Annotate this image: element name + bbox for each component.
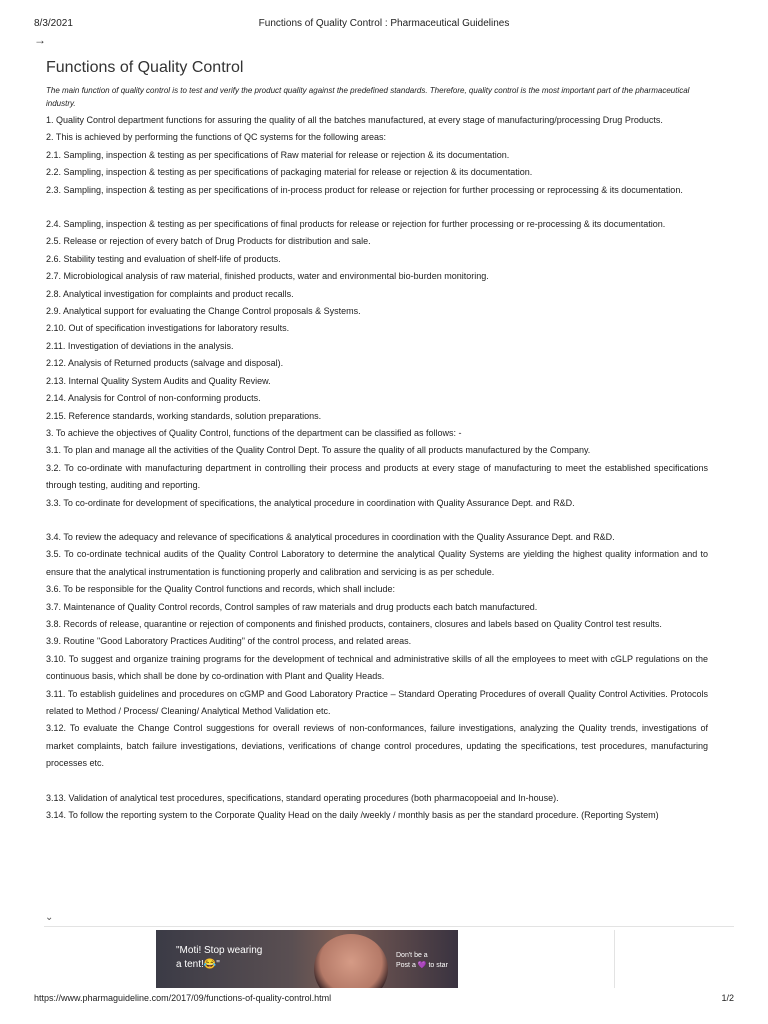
article-intro: The main function of quality control is to test and verify the product quality against the predefined standards. Therefore, quality control is the most important part of the pharmaceutical industry.	[46, 86, 690, 108]
list-item: 3.10. To suggest and organize training programs for the development of technical and administrative skills of all the employees to meet with cGLP regulations on the continuous basis, which shall be done by co-ordination with Plant and Quality Heads.	[46, 653, 708, 682]
ad-caption-right	[396, 951, 448, 971]
list-item: 3.11. To establish guidelines and procedures on cGMP and Good Laboratory Practice – Standard Operating Procedures of overall Quality Control Activities. Protocols related to Method / Process/ Cleaning/ Analytical Method Validation etc.	[46, 688, 708, 716]
divider	[614, 930, 615, 988]
list-item: 3.14. To follow the reporting system to the Corporate Quality Head on the daily /weekly / monthly basis as per the standard procedure. (Reporting System)	[46, 810, 659, 821]
list-item: 2.6. Stability testing and evaluation of shelf-life of products.	[46, 253, 281, 264]
list-item: 2.1. Sampling, inspection & testing as per specifications of Raw material for release or rejection & its documentation.	[46, 149, 510, 160]
list-item: 3.8. Records of release, quarantine or rejection of components and finished products, containers, closures and labels based on Quality Control test results.	[46, 618, 662, 629]
list-item: 2.7. Microbiological analysis of raw material, finished products, water and environmental bio-burden monitoring.	[46, 271, 489, 282]
advertisement-banner[interactable]	[156, 930, 458, 988]
list-item: 2.15. Reference standards, working standards, solution preparations.	[46, 410, 322, 421]
list-item: 2. This is achieved by performing the functions of QC systems for the following areas:	[46, 132, 386, 143]
list-item: 3.12. To evaluate the Change Control suggestions for overall reviews of non-conformances, failure investigations, analyzing the Quality trends, investigations of market complaints, batch failure investigations, deviations, verifications of change control procedures, updating the specifications, test procedures, manufacturing processes etc.	[46, 723, 708, 769]
ad-caption-left	[176, 944, 262, 972]
ad-image	[314, 934, 388, 988]
list-item: 3.5. To co-ordinate technical audits of the Quality Control Laboratory to determine the analytical Quality Systems are yielding the highest quality information and to ensure that the analytical instrumentation is functioning properly and calibration and servicing is as per schedule.	[46, 549, 708, 577]
list-item: 2.4. Sampling, inspection & testing as per specifications of final products for release or rejection for further processing or re-processing & its documentation.	[46, 219, 666, 230]
print-page-title: Functions of Quality Control : Pharmaceutical Guidelines	[258, 18, 510, 29]
list-item: 3.13. Validation of analytical test procedures, specifications, standard operating procedures (both pharmacopoeial and In-house).	[46, 792, 559, 803]
list-item: 3.2. To co-ordinate with manufacturing department in controlling their process and products at every stage of manufacturing to meet the established specifications through testing, auditing and reporting.	[46, 462, 708, 491]
list-item: 2.8. Analytical investigation for complaints and product recalls.	[46, 288, 294, 299]
chevron-down-icon[interactable]: ⌄	[45, 912, 54, 923]
divider	[44, 926, 734, 927]
article-title: Functions of Quality Control	[46, 59, 244, 76]
list-item: 2.12. Analysis of Returned products (salvage and disposal).	[46, 358, 284, 369]
list-item: 3.3. To co-ordinate for development of specifications, the analytical procedure in coordination with Quality Assurance Dept. and R&D.	[46, 497, 575, 508]
list-item: 2.9. Analytical support for evaluating the Change Control proposals & Systems.	[46, 306, 361, 317]
list-item: 2.11. Investigation of deviations in the analysis.	[46, 340, 234, 351]
article-body	[46, 112, 708, 824]
ad-caption-line: Don't be a	[396, 952, 428, 959]
list-item: 3.7. Maintenance of Quality Control records, Control samples of raw materials and drug products each batch manufactured.	[46, 601, 538, 612]
page-url: https://www.pharmaguideline.com/2017/09/functions-of-quality-control.html	[34, 993, 332, 1003]
list-item: 3. To achieve the objectives of Quality Control, functions of the department can be classified as follows: -	[46, 427, 462, 438]
list-item: 3.9. Routine "Good Laboratory Practices Auditing" of the control process, and related areas.	[46, 636, 412, 647]
list-item: 1. Quality Control department functions for assuring the quality of all the batches manufactured, at every stage of manufacturing/processing Drug Products.	[46, 115, 663, 125]
list-item: 3.4. To review the adequacy and relevance of specifications & analytical procedures in coordination with the Quality Assurance Dept. and R&D.	[46, 531, 615, 542]
list-item: 2.3. Sampling, inspection & testing as per specifications of in-process product for release or rejection for further processing or reprocessing & its documentation.	[46, 184, 683, 195]
list-item: 2.10. Out of specification investigations for laboratory results.	[46, 323, 290, 334]
print-date: 8/3/2021	[34, 18, 73, 29]
list-item: 2.2. Sampling, inspection & testing as per specifications of packaging material for release or rejection & its documentation.	[46, 167, 533, 178]
ad-caption-line: Post a 💜 to star	[396, 962, 448, 969]
list-item: 2.13. Internal Quality System Audits and Quality Review.	[46, 375, 271, 386]
list-item: 2.5. Release or rejection of every batch of Drug Products for distribution and sale.	[46, 236, 371, 247]
ad-caption-line: a tent!😂"	[176, 959, 220, 970]
list-item: 3.6. To be responsible for the Quality Control functions and records, which shall include:	[46, 584, 396, 595]
page-number: 1/2	[721, 993, 734, 1003]
list-item: 3.1. To plan and manage all the activities of the Quality Control Dept. To assure the quality of all products manufactured by the Company.	[46, 445, 591, 456]
arrow-right-icon[interactable]: →	[34, 33, 46, 47]
list-item: 2.14. Analysis for Control of non-conforming products.	[46, 393, 261, 404]
ad-caption-line: "Moti! Stop wearing	[176, 945, 263, 956]
